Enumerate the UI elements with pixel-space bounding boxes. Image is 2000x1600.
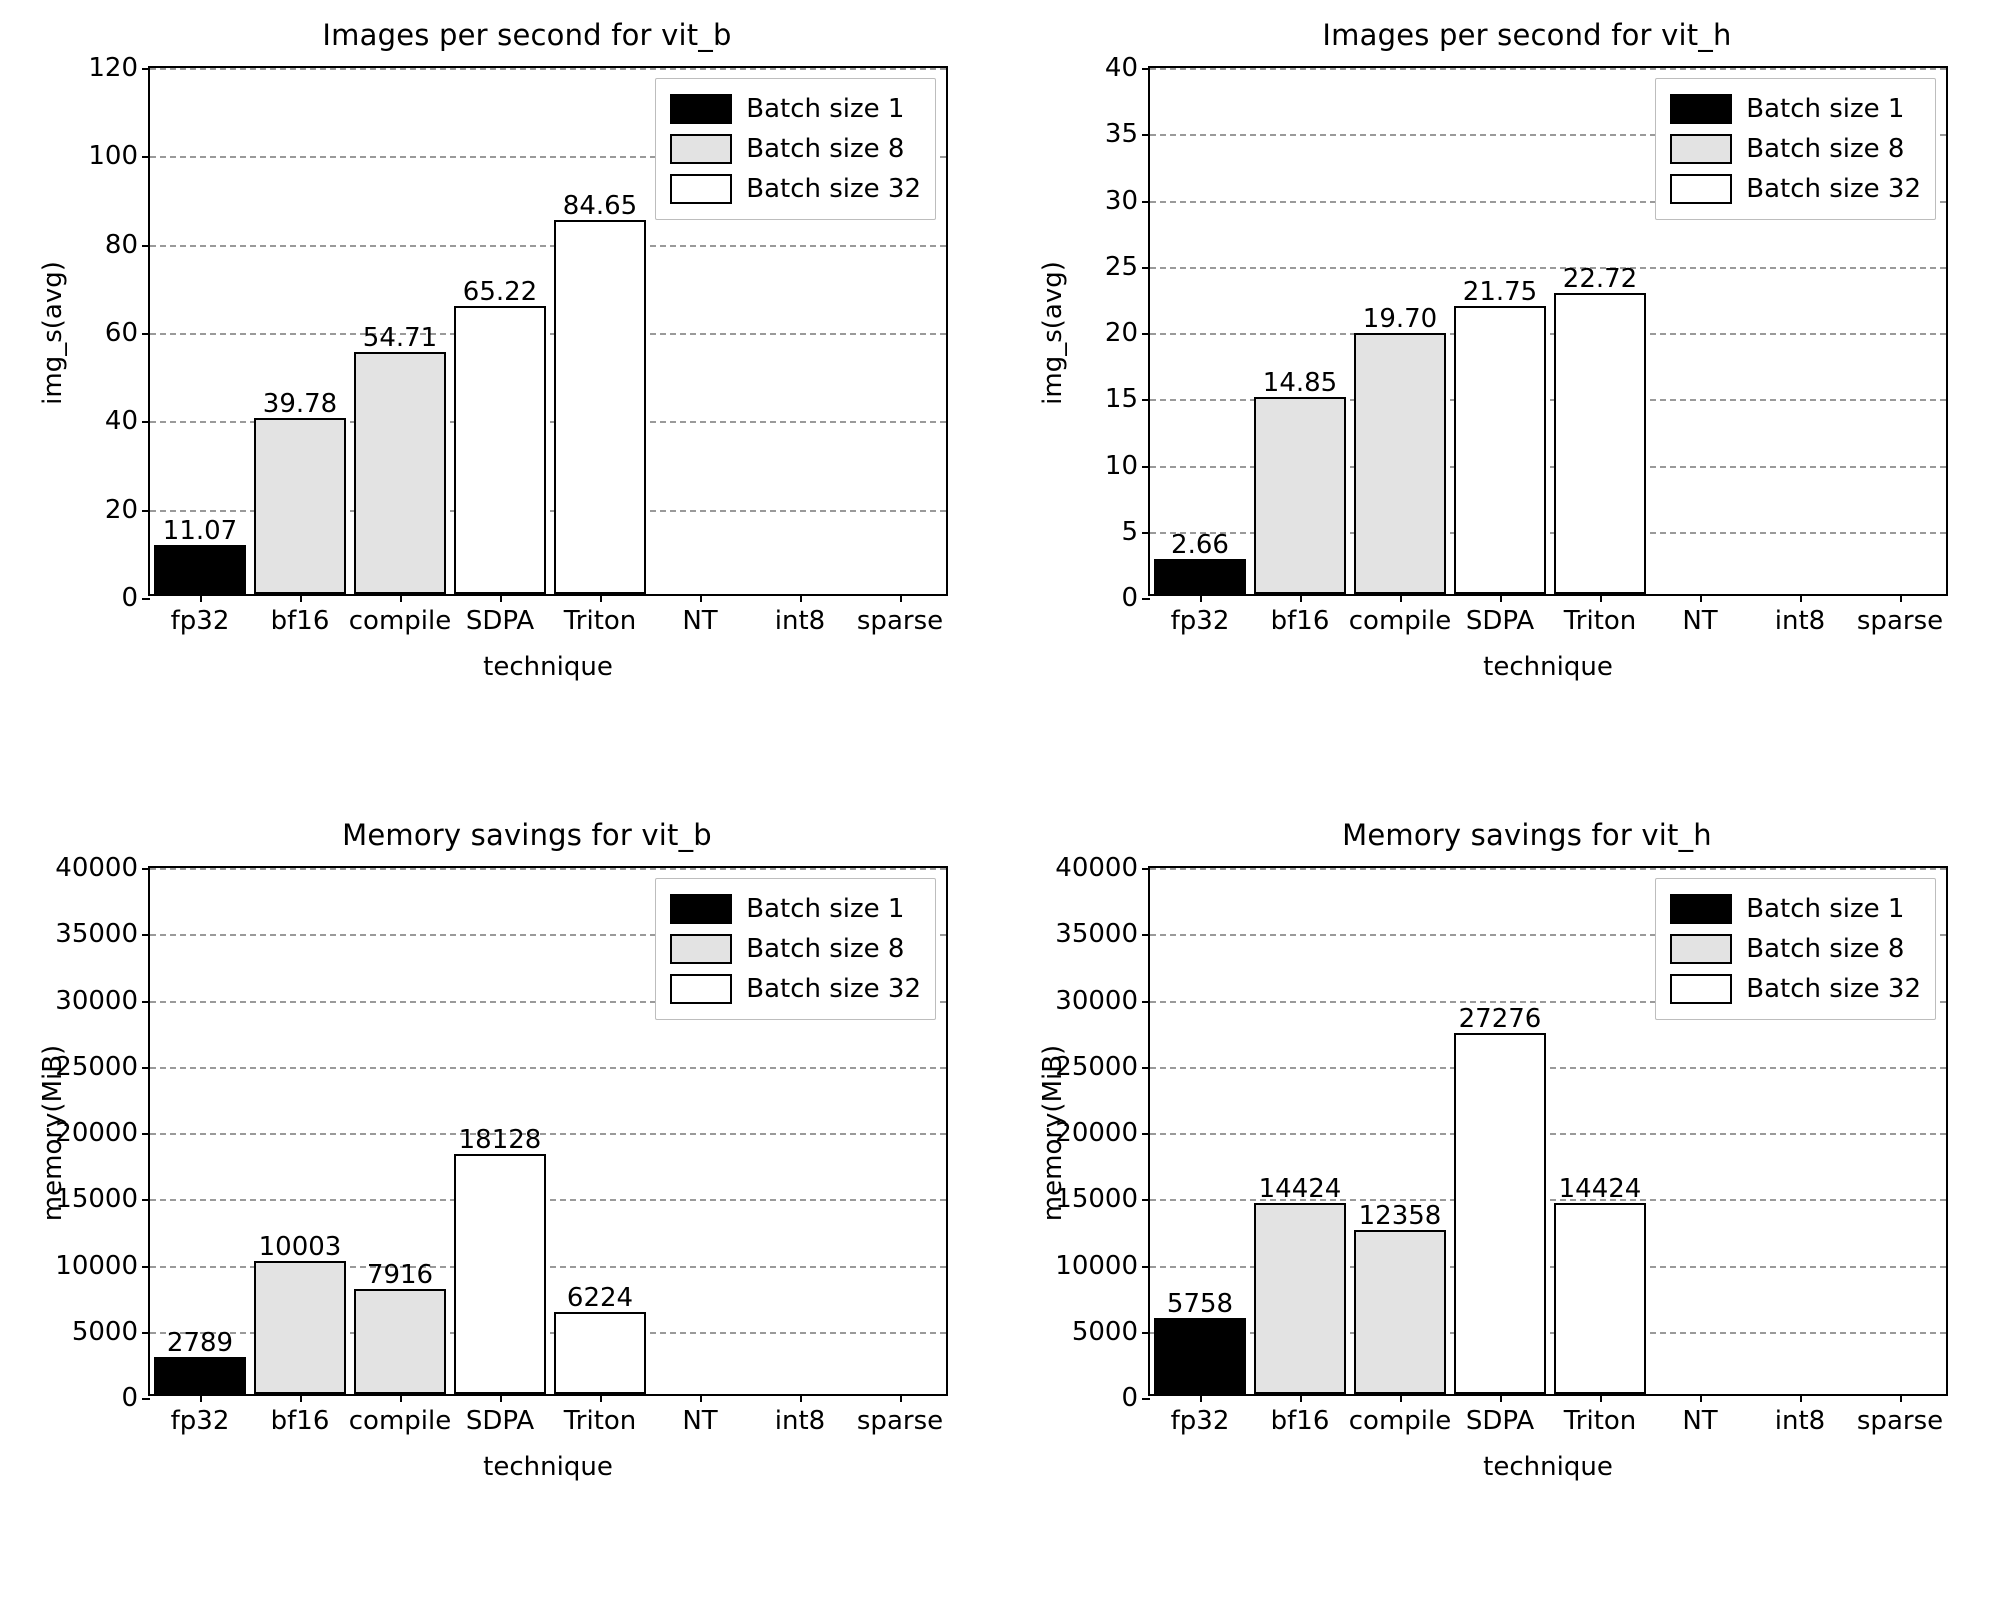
x-tick-mark <box>900 594 902 602</box>
legend-label: Batch size 8 <box>746 934 905 964</box>
x-axis-label: technique <box>1483 1452 1613 1482</box>
legend-label: Batch size 1 <box>1746 94 1905 124</box>
gridline <box>150 245 946 247</box>
bar <box>1354 1230 1446 1394</box>
y-tick-label: 25 <box>1104 251 1138 282</box>
y-tick-mark <box>1142 1398 1150 1400</box>
y-tick-mark <box>142 68 150 70</box>
gridline <box>1150 68 1946 70</box>
x-tick-mark <box>1600 1394 1602 1402</box>
y-tick-label: 40 <box>104 406 138 437</box>
x-tick-mark <box>1400 594 1402 602</box>
bar <box>1554 1203 1646 1394</box>
y-tick-label: 35000 <box>1055 919 1138 950</box>
x-tick-label: SDPA <box>465 606 535 636</box>
bar-value-label: 19.70 <box>1362 303 1438 334</box>
legend-label: Batch size 8 <box>746 134 905 164</box>
x-tick-mark <box>1600 594 1602 602</box>
y-axis-label: img_s(avg) <box>38 261 68 405</box>
x-tick-label: bf16 <box>1270 1406 1330 1436</box>
legend-item[interactable] <box>670 889 921 929</box>
legend-label: Batch size 8 <box>1746 134 1905 164</box>
legend-label: Batch size 32 <box>746 974 921 1004</box>
x-tick-label: compile <box>348 606 452 636</box>
x-tick-mark <box>1300 1394 1302 1402</box>
x-tick-label: compile <box>348 1406 452 1436</box>
x-tick-label: fp32 <box>170 1406 230 1436</box>
legend <box>1655 878 1936 1020</box>
gridline <box>150 1133 946 1135</box>
y-tick-mark <box>1142 201 1150 203</box>
gridline <box>1150 1067 1946 1069</box>
x-tick-mark <box>600 594 602 602</box>
legend-item[interactable] <box>1670 929 1921 969</box>
y-tick-mark <box>1142 134 1150 136</box>
x-tick-mark <box>1300 594 1302 602</box>
gridline <box>150 868 946 870</box>
y-tick-mark <box>1142 333 1150 335</box>
y-axis-label: img_s(avg) <box>1038 261 1068 405</box>
x-tick-mark <box>800 594 802 602</box>
legend <box>655 78 936 220</box>
y-tick-label: 30000 <box>1055 985 1138 1016</box>
bar <box>154 545 246 594</box>
x-tick-mark <box>400 594 402 602</box>
bar-value-label: 21.75 <box>1462 276 1538 307</box>
y-tick-mark <box>142 333 150 335</box>
x-tick-label: bf16 <box>270 1406 330 1436</box>
x-axis-label: technique <box>483 1452 613 1482</box>
legend-swatch-icon <box>670 894 732 924</box>
bar-value-label: 22.72 <box>1562 263 1638 294</box>
bar <box>1254 1203 1346 1394</box>
y-tick-label: 40000 <box>1055 853 1138 883</box>
x-tick-mark <box>1900 594 1902 602</box>
x-tick-label: NT <box>1682 1406 1718 1436</box>
x-tick-label: fp32 <box>170 606 230 636</box>
bar <box>254 1261 346 1394</box>
x-tick-label: fp32 <box>1170 606 1230 636</box>
x-tick-mark <box>1700 594 1702 602</box>
bar <box>1154 1318 1246 1394</box>
x-tick-mark <box>400 1394 402 1402</box>
y-tick-label: 10000 <box>1055 1250 1138 1281</box>
axes-0 <box>38 53 948 682</box>
y-tick-mark <box>1142 934 1150 936</box>
bar <box>1454 306 1546 594</box>
x-tick-mark <box>1900 1394 1902 1402</box>
y-tick-mark <box>142 1067 150 1069</box>
x-tick-label: sparse <box>856 606 944 636</box>
legend <box>1655 78 1936 220</box>
legend-item[interactable] <box>1670 129 1921 169</box>
y-tick-mark <box>1142 1199 1150 1201</box>
y-tick-mark <box>142 245 150 247</box>
bar-value-label: 11.07 <box>162 516 238 547</box>
y-tick-label: 0 <box>121 583 138 613</box>
legend-item[interactable] <box>670 969 921 1009</box>
x-tick-label: SDPA <box>1465 606 1535 636</box>
y-tick-mark <box>142 1001 150 1003</box>
y-tick-label: 30 <box>1104 185 1138 216</box>
bar <box>354 1289 446 1394</box>
y-tick-label: 10 <box>1104 450 1138 481</box>
bar-value-label: 12358 <box>1358 1201 1442 1232</box>
x-tick-mark <box>1200 1394 1202 1402</box>
gridline <box>150 1067 946 1069</box>
axes-2 <box>38 853 948 1482</box>
x-tick-mark <box>1400 1394 1402 1402</box>
legend-label: Batch size 1 <box>1746 894 1905 924</box>
x-tick-mark <box>600 1394 602 1402</box>
x-tick-mark <box>700 594 702 602</box>
y-tick-label: 15000 <box>1055 1184 1138 1215</box>
x-tick-label: NT <box>682 606 718 636</box>
x-tick-label: Triton <box>1563 1406 1637 1436</box>
y-tick-label: 25000 <box>1055 1051 1138 1082</box>
x-tick-label: Triton <box>563 1406 637 1436</box>
x-axis-label: technique <box>483 652 613 682</box>
legend-swatch-icon <box>1670 974 1732 1004</box>
y-tick-label: 80 <box>104 229 138 260</box>
y-tick-label: 0 <box>121 1383 138 1413</box>
x-tick-mark <box>500 594 502 602</box>
y-tick-label: 20 <box>1104 318 1138 348</box>
y-tick-label: 20000 <box>1055 1118 1138 1148</box>
legend-item[interactable] <box>1670 969 1921 1009</box>
legend-label: Batch size 8 <box>1746 934 1905 964</box>
x-tick-label: Triton <box>1563 606 1637 636</box>
x-tick-label: compile <box>1348 1406 1452 1436</box>
x-tick-label: SDPA <box>1465 1406 1535 1436</box>
bar-value-label: 84.65 <box>562 191 638 222</box>
y-tick-label: 5000 <box>71 1316 138 1347</box>
x-tick-label: fp32 <box>1170 1406 1230 1436</box>
gridline <box>1150 868 1946 870</box>
gridline <box>150 333 946 335</box>
bar <box>1554 293 1646 594</box>
x-tick-mark <box>1200 594 1202 602</box>
x-tick-mark <box>1500 1394 1502 1402</box>
legend-item[interactable] <box>670 929 921 969</box>
bar-value-label: 14424 <box>1258 1173 1342 1204</box>
panel-images-per-second-vit_h <box>1000 0 2000 800</box>
y-tick-label: 15000 <box>55 1184 138 1215</box>
x-tick-label: sparse <box>1856 1406 1944 1436</box>
x-tick-label: SDPA <box>465 1406 535 1436</box>
y-tick-mark <box>1142 1067 1150 1069</box>
y-tick-mark <box>1142 68 1150 70</box>
legend-swatch-icon <box>670 134 732 164</box>
bar <box>454 1154 546 1394</box>
bar <box>1454 1033 1546 1394</box>
y-tick-mark <box>1142 399 1150 401</box>
y-tick-label: 5000 <box>1071 1316 1138 1347</box>
y-tick-mark <box>142 868 150 870</box>
y-tick-label: 20 <box>104 494 138 525</box>
panel-title: Images per second for vit_b <box>322 18 732 52</box>
panel-title: Memory savings for vit_h <box>1342 818 1712 852</box>
bar <box>1254 397 1346 594</box>
y-tick-label: 35000 <box>55 919 138 950</box>
panel-title: Memory savings for vit_b <box>342 818 712 852</box>
legend-swatch-icon <box>670 974 732 1004</box>
y-axis-label: memory(MiB) <box>1038 1044 1068 1222</box>
legend-item[interactable] <box>670 129 921 169</box>
bar-value-label: 6224 <box>566 1282 634 1313</box>
y-tick-mark <box>142 934 150 936</box>
y-tick-mark <box>142 1332 150 1334</box>
x-tick-mark <box>900 1394 902 1402</box>
y-tick-mark <box>142 1398 150 1400</box>
x-tick-mark <box>1500 594 1502 602</box>
x-tick-mark <box>300 1394 302 1402</box>
legend-item[interactable] <box>670 169 921 209</box>
x-tick-label: NT <box>682 1406 718 1436</box>
y-tick-label: 15 <box>1104 384 1138 415</box>
x-tick-mark <box>1700 1394 1702 1402</box>
y-tick-label: 5 <box>1121 516 1138 547</box>
bar-value-label: 54.71 <box>362 323 438 354</box>
gridline <box>1150 333 1946 335</box>
x-tick-mark <box>1800 1394 1802 1402</box>
bar <box>354 352 446 594</box>
y-tick-mark <box>142 1199 150 1201</box>
y-tick-label: 20000 <box>55 1118 138 1148</box>
bar <box>554 1312 646 1394</box>
bar-value-label: 2.66 <box>1171 529 1229 560</box>
legend-swatch-icon <box>670 94 732 124</box>
y-tick-label: 40000 <box>55 853 138 883</box>
x-tick-label: int8 <box>1774 606 1826 636</box>
y-tick-label: 10000 <box>55 1250 138 1281</box>
legend-item[interactable] <box>1670 89 1921 129</box>
legend-swatch-icon <box>1670 94 1732 124</box>
legend-item[interactable] <box>1670 889 1921 929</box>
bar-value-label: 5758 <box>1166 1288 1234 1319</box>
x-tick-mark <box>700 1394 702 1402</box>
legend-item[interactable] <box>1670 169 1921 209</box>
legend-swatch-icon <box>670 934 732 964</box>
legend <box>655 878 936 1020</box>
y-tick-mark <box>1142 1001 1150 1003</box>
legend-swatch-icon <box>1670 174 1732 204</box>
x-tick-label: int8 <box>1774 1406 1826 1436</box>
panel-images-per-second-vit_b <box>0 0 1000 800</box>
legend-label: Batch size 1 <box>746 894 905 924</box>
bar-value-label: 65.22 <box>462 276 538 307</box>
bar <box>254 418 346 594</box>
bar <box>1354 333 1446 594</box>
bar-value-label: 14.85 <box>1262 368 1338 399</box>
y-tick-label: 100 <box>88 141 138 172</box>
gridline <box>150 68 946 70</box>
gridline <box>1150 267 1946 269</box>
x-tick-label: bf16 <box>1270 606 1330 636</box>
y-tick-label: 0 <box>1121 1383 1138 1413</box>
x-tick-label: Triton <box>563 606 637 636</box>
y-tick-label: 40 <box>1104 53 1138 83</box>
legend-label: Batch size 1 <box>746 94 905 124</box>
legend-item[interactable] <box>670 89 921 129</box>
x-tick-mark <box>500 1394 502 1402</box>
y-tick-mark <box>142 598 150 600</box>
x-tick-mark <box>300 594 302 602</box>
panel-memory-savings-vit_b <box>0 800 1000 1600</box>
x-tick-label: sparse <box>1856 606 1944 636</box>
bar-value-label: 10003 <box>258 1232 342 1263</box>
panel-memory-savings-vit_h <box>1000 800 2000 1600</box>
y-tick-mark <box>142 156 150 158</box>
x-tick-label: sparse <box>856 1406 944 1436</box>
x-tick-mark <box>200 594 202 602</box>
y-tick-mark <box>1142 1332 1150 1334</box>
y-tick-label: 0 <box>1121 583 1138 613</box>
y-tick-mark <box>142 510 150 512</box>
axes-1 <box>1038 53 1948 682</box>
legend-swatch-icon <box>1670 894 1732 924</box>
y-tick-mark <box>1142 466 1150 468</box>
y-tick-label: 25000 <box>55 1051 138 1082</box>
x-tick-mark <box>1800 594 1802 602</box>
y-axis-label: memory(MiB) <box>38 1044 68 1222</box>
bar-value-label: 18128 <box>458 1124 542 1155</box>
axes-3 <box>1038 853 1948 1482</box>
bar <box>454 306 546 594</box>
y-tick-label: 60 <box>104 318 138 348</box>
legend-swatch-icon <box>670 174 732 204</box>
bar-value-label: 7916 <box>366 1260 434 1291</box>
x-axis-label: technique <box>1483 652 1613 682</box>
legend-label: Batch size 32 <box>1746 974 1921 1004</box>
legend-label: Batch size 32 <box>746 174 921 204</box>
y-tick-mark <box>1142 1266 1150 1268</box>
y-tick-mark <box>142 1266 150 1268</box>
bar <box>1154 559 1246 594</box>
legend-label: Batch size 32 <box>1746 174 1921 204</box>
y-tick-label: 120 <box>88 53 138 83</box>
x-tick-label: int8 <box>774 606 826 636</box>
y-tick-mark <box>1142 532 1150 534</box>
x-tick-mark <box>200 1394 202 1402</box>
y-tick-label: 30000 <box>55 985 138 1016</box>
y-tick-label: 35 <box>1104 119 1138 150</box>
y-tick-mark <box>1142 868 1150 870</box>
x-tick-label: int8 <box>774 1406 826 1436</box>
legend-swatch-icon <box>1670 134 1732 164</box>
y-tick-mark <box>1142 598 1150 600</box>
bar <box>554 220 646 594</box>
x-tick-label: NT <box>1682 606 1718 636</box>
y-tick-mark <box>1142 267 1150 269</box>
x-tick-mark <box>800 1394 802 1402</box>
bar <box>154 1357 246 1394</box>
bar-value-label: 14424 <box>1558 1173 1642 1204</box>
x-tick-label: compile <box>1348 606 1452 636</box>
bar-value-label: 2789 <box>166 1328 234 1359</box>
y-tick-mark <box>142 1133 150 1135</box>
legend-swatch-icon <box>1670 934 1732 964</box>
x-tick-label: bf16 <box>270 606 330 636</box>
bar-value-label: 27276 <box>1458 1003 1542 1034</box>
y-tick-mark <box>1142 1133 1150 1135</box>
panel-title: Images per second for vit_h <box>1322 18 1732 52</box>
bar-value-label: 39.78 <box>262 389 338 420</box>
gridline <box>1150 1133 1946 1135</box>
gridline <box>150 1199 946 1201</box>
y-tick-mark <box>142 421 150 423</box>
